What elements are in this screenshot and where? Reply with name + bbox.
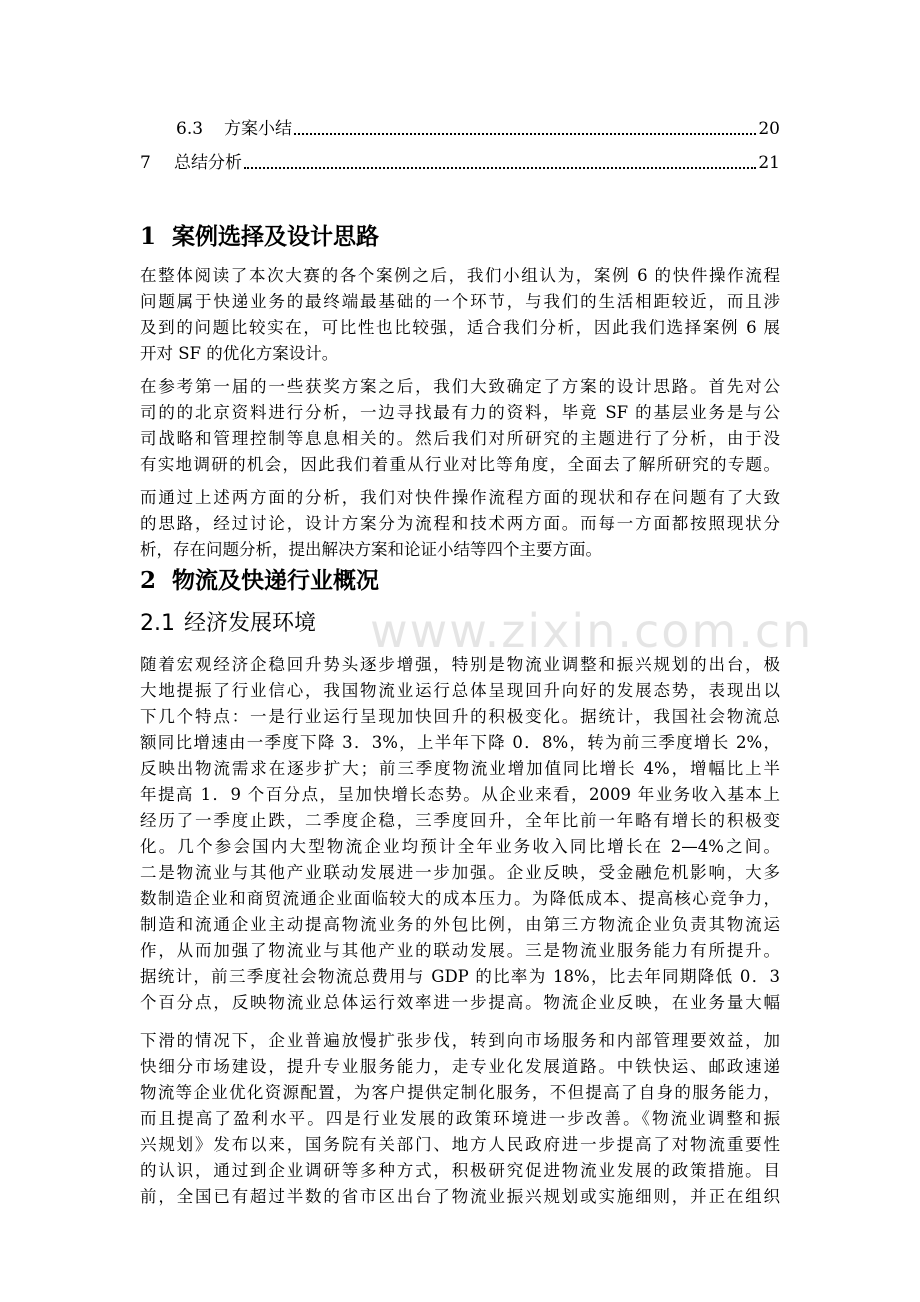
body-text-line: 年提高 1．9 个百分点，呈加快增长态势。从企业来看，2009 年业务收入基本上 (140, 785, 780, 804)
body-text-line: 及到的问题比较实在，可比性也比较强，适合我们分析，因此我们选择案例 6 展 (140, 318, 780, 337)
body-text-line: 快细分市场建设，提升专业服务能力，走专业化发展道路。中铁快运、邮政速递 (140, 1057, 780, 1076)
toc-entry[interactable] (140, 112, 780, 140)
body-text-line: 有实地调研的机会，因此我们着重从行业对比等角度，全面去了解所研究的专题。 (140, 455, 780, 474)
body-text-line: 反映出物流需求在逐步扩大；前三季度物流业增加值同比增长 4%，增幅比上半 (140, 759, 780, 778)
body-text-line: 作，从而加强了物流业与其他产业的联动发展。三是物流业服务能力有所提升。 (140, 941, 780, 960)
body-text-line: 在整体阅读了本次大赛的各个案例之后，我们小组认为，案例 6 的快件操作流程 (140, 266, 780, 285)
body-text-line: 物流等企业优化资源配置，为客户提供定制化服务，不但提高了自身的服务能力， (140, 1083, 780, 1102)
toc-entry-title: 方案小结 (224, 119, 292, 139)
body-text-line: 经历了一季度止跌，二季度企稳，三季度回升，全年比前一年略有增长的积极变 (140, 811, 780, 830)
body-text-line: 开对 SF 的优化方案设计。 (140, 344, 339, 363)
body-text-line: 在参考第一届的一些获奖方案之后，我们大致确定了方案的设计思路。首先对公 (140, 377, 780, 396)
body-text-line: 兴规划》发布以来，国务院有关部门、地方人民政府进一步提高了对物流重要性 (140, 1135, 780, 1154)
toc-entry-number: 7 (140, 153, 151, 173)
body-text-line: 随着宏观经济企稳回升势头逐步增强，特别是物流业调整和振兴规划的出台，极 (140, 655, 780, 674)
body-text-line: 大地提振了行业信心，我国物流业运行总体呈现回升向好的发展态势，表现出以 (140, 681, 780, 700)
body-text-line: 下几个特点：一是行业运行呈现加快回升的积极变化。据统计，我国社会物流总 (140, 707, 780, 726)
body-text-line: 额同比增速由一季度下降 3．3%，上半年下降 0．8%，转为前三季度增长 2%， (140, 733, 780, 752)
body-text-line: 析，存在问题分析，提出解决方案和论证小结等四个主要方面。 (140, 540, 602, 559)
body-text-line: 下滑的情况下，企业普遍放慢扩张步伐，转到向市场服务和内部管理要效益，加 (140, 1031, 780, 1050)
body-text-line: 问题属于快递业务的最终端最基础的一个环节，与我们的生活相距较近，而且涉 (140, 292, 780, 311)
body-text-line: 而通过上述两方面的分析，我们对快件操作流程方面的现状和存在问题有了大致 (140, 488, 780, 507)
toc-dot-leader (244, 166, 756, 169)
body-text-line: 的认识，通过到企业调研等多种方式，积极研究促进物流业发展的政策措施。目 (140, 1161, 780, 1180)
body-text-line: 二是物流业与其他产业联动发展进一步加强。企业反映，受金融危机影响，大多 (140, 863, 780, 882)
body-text-line: 司战略和管理控制等息息相关的。然后我们对所研究的主题进行了分析，由于没 (140, 429, 780, 448)
subsection-title: 经济发展环境 (184, 611, 317, 636)
toc-entry-number: 6.3 (176, 119, 204, 139)
subsection-number: 2.1 (140, 611, 175, 636)
section-number: 1 (140, 223, 157, 250)
body-text-line: 前，全国已有超过半数的省市区出台了物流业振兴规划或实施细则，并正在组织 (140, 1187, 780, 1206)
body-text-line: 化。几个参会国内大型物流企业均预计全年业务收入同比增长在 2—4%之间。 (140, 837, 780, 856)
body-text-line: 数制造企业和商贸流通企业面临较大的成本压力。为降低成本、提高核心竞争力， (140, 889, 780, 908)
watermark-text: www.zixin.com.cn (370, 604, 814, 658)
section-heading (140, 222, 379, 252)
section-title: 案例选择及设计思路 (172, 223, 379, 250)
subsection-heading (140, 609, 316, 639)
toc-entry-title: 总结分析 (174, 153, 242, 173)
body-text-line: 据统计，前三季度社会物流总费用与 GDP 的比率为 18%，比去年同期降低 0．3 (140, 967, 780, 986)
body-text-line: 司的的北京资料进行分析，一边寻找最有力的资料，毕竟 SF 的基层业务是与公 (140, 403, 780, 422)
body-text-line: 而且提高了盈利水平。四是行业发展的政策环境进一步改善。《物流业调整和振 (140, 1109, 780, 1128)
body-text-line: 个百分点，反映物流业总体运行效率进一步提高。物流企业反映，在业务量大幅 (140, 993, 780, 1012)
toc-entry-page: 20 (758, 119, 780, 139)
body-text-line: 的思路，经过讨论，设计方案分为流程和技术两方面。而每一方面都按照现状分 (140, 514, 780, 533)
section-title: 物流及快递行业概况 (172, 567, 379, 594)
toc-dot-leader (294, 132, 756, 135)
toc-entry-page: 21 (758, 153, 780, 173)
toc-entry[interactable] (140, 146, 780, 174)
section-number: 2 (140, 567, 157, 594)
section-heading (140, 566, 379, 596)
body-text-line: 制造和流通企业主动提高物流业务的外包比例，由第三方物流企业负责其物流运 (140, 915, 780, 934)
